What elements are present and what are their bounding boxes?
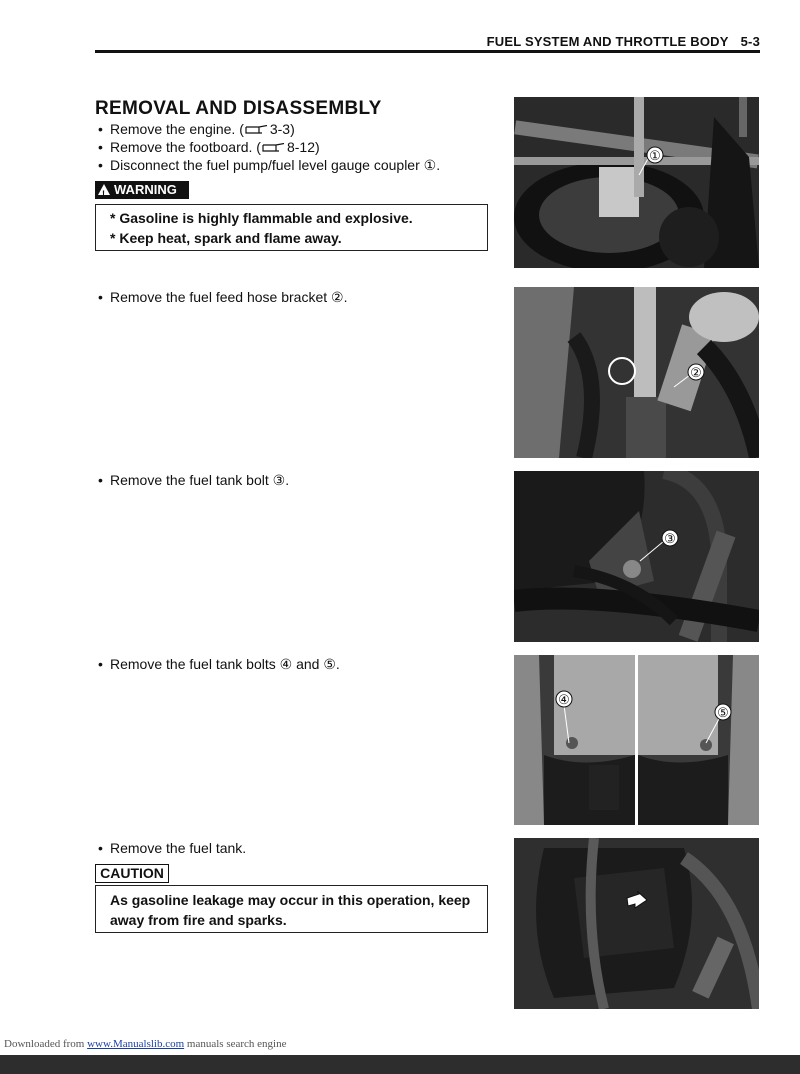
step-remove-tank-bolts: • Remove the fuel tank bolts ④ and ⑤. xyxy=(98,656,340,672)
caution-label: CAUTION xyxy=(95,864,169,883)
caution-box xyxy=(95,885,488,933)
photo-fuel-tank-removal xyxy=(514,838,759,1009)
page-title: REMOVAL AND DISASSEMBLY xyxy=(95,98,382,119)
footer-suffix: manuals search engine xyxy=(186,1038,287,1050)
section-title: FUEL SYSTEM AND THROTTLE BODY xyxy=(486,34,729,49)
reference-hand-icon xyxy=(245,125,269,135)
reference-hand-icon xyxy=(262,143,286,153)
svg-text:①: ① xyxy=(649,148,661,163)
step-remove-fuel-tank: • Remove the fuel tank. xyxy=(98,840,247,856)
footer-prefix: Downloaded from xyxy=(4,1038,85,1050)
callout-5 xyxy=(638,655,759,825)
callout-1 xyxy=(514,97,759,268)
svg-text:⑤: ⑤ xyxy=(717,705,729,720)
callout-3 xyxy=(514,471,759,642)
caution-line-2: away from fire and sparks. xyxy=(110,912,287,928)
caution-line-1: As gasoline leakage may occur in this operation, keep xyxy=(110,892,471,908)
header-rule xyxy=(95,50,760,53)
warning-line-2: * Keep heat, spark and flame away. xyxy=(110,230,342,246)
step-disconnect-coupler: • Disconnect the fuel pump/fuel level gauge coupler ①. xyxy=(98,157,441,173)
running-header xyxy=(470,34,760,49)
warning-box xyxy=(95,204,488,251)
svg-text:④: ④ xyxy=(558,692,570,707)
warning-line-1: * Gasoline is highly flammable and explosive. xyxy=(110,210,413,226)
step-remove-hose-bracket: • Remove the fuel feed hose bracket ②. xyxy=(98,289,348,305)
manualslib-link[interactable]: www.Manualslib.com xyxy=(87,1038,185,1050)
page-number: 5-3 xyxy=(740,34,760,49)
download-footer xyxy=(4,1038,286,1050)
viewer-bottom-bar xyxy=(0,1055,800,1074)
step-remove-engine: • Remove the engine. ( 3-3) xyxy=(98,121,295,137)
warning-triangle-icon xyxy=(98,184,110,195)
svg-text:②: ② xyxy=(690,365,702,380)
step-remove-footboard: • Remove the footboard. ( 8-12) xyxy=(98,139,320,155)
callout-4 xyxy=(514,655,635,825)
step-remove-tank-bolt: • Remove the fuel tank bolt ③. xyxy=(98,472,290,488)
callout-2 xyxy=(514,287,759,458)
warning-label: !WARNING xyxy=(95,181,189,199)
svg-text:③: ③ xyxy=(664,531,676,546)
